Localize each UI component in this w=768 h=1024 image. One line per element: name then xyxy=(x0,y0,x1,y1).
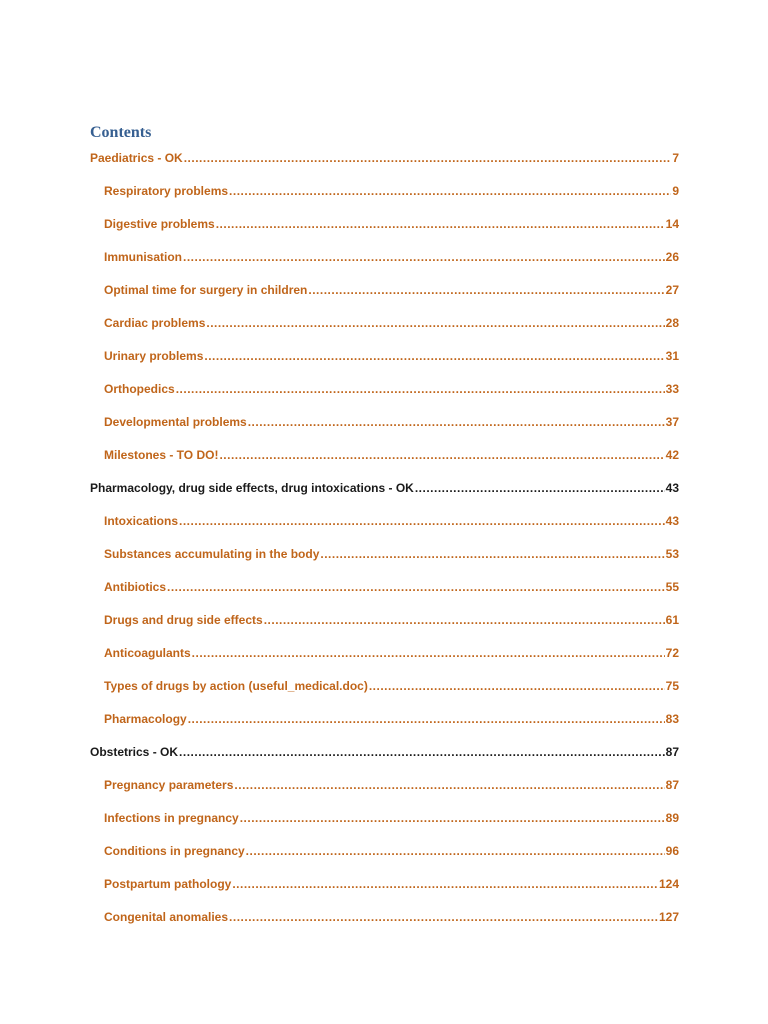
toc-entry-title: Paediatrics - OK xyxy=(90,151,183,165)
toc-entry-title: Obstetrics - OK xyxy=(90,745,179,759)
toc-entry-page-number: 31 xyxy=(665,349,679,363)
toc-entry-page-number: 87 xyxy=(665,778,679,792)
toc-entry[interactable] xyxy=(104,678,679,694)
toc-entry-page-number: 75 xyxy=(665,679,679,693)
toc-entry-page-number: 28 xyxy=(665,316,679,330)
toc-entry[interactable] xyxy=(104,843,679,859)
toc-entry-page-number: 124 xyxy=(658,877,679,891)
toc-entry[interactable] xyxy=(104,579,679,595)
toc-entry[interactable] xyxy=(104,711,679,727)
toc-entry-page-number: 96 xyxy=(665,844,679,858)
toc-heading: Contents xyxy=(90,124,152,141)
toc-entry-title: Pregnancy parameters xyxy=(104,778,234,792)
toc-entry-title: Milestones - TO DO! xyxy=(104,448,219,462)
toc-entry-title: Pharmacology, drug side effects, drug intoxications - OK xyxy=(90,481,414,495)
toc-entry-title: Congenital anomalies xyxy=(104,910,229,924)
dot-leader xyxy=(308,282,664,298)
dot-leader xyxy=(179,744,665,760)
toc-entry-title: Respiratory problems xyxy=(104,184,229,198)
dot-leader xyxy=(167,579,665,595)
toc-entry-title: Orthopedics xyxy=(104,382,175,396)
toc-entry-page-number: 55 xyxy=(665,580,679,594)
toc-entry-title: Types of drugs by action (useful_medical.doc) xyxy=(104,679,368,693)
toc-entry-page-number: 33 xyxy=(665,382,679,396)
dot-leader xyxy=(206,315,664,331)
toc-entry[interactable] xyxy=(104,546,679,562)
toc-entry-page-number: 53 xyxy=(665,547,679,561)
dot-leader xyxy=(188,711,665,727)
toc-entry[interactable] xyxy=(90,480,679,496)
dot-leader xyxy=(179,513,665,529)
toc-entry[interactable] xyxy=(104,612,679,628)
toc-entry[interactable] xyxy=(104,183,679,199)
toc-entry-page-number: 7 xyxy=(672,151,679,165)
dot-leader xyxy=(369,678,665,694)
toc-entry[interactable] xyxy=(90,150,679,166)
toc-entry-title: Conditions in pregnancy xyxy=(104,844,245,858)
toc-entry[interactable] xyxy=(104,447,679,463)
toc-entry-title: Digestive problems xyxy=(104,217,215,231)
toc-entry[interactable] xyxy=(104,249,679,265)
toc-entry[interactable] xyxy=(104,909,679,925)
dot-leader xyxy=(320,546,664,562)
dot-leader xyxy=(229,183,671,199)
dot-leader xyxy=(264,612,665,628)
toc-entry-page-number: 37 xyxy=(665,415,679,429)
toc-entry[interactable] xyxy=(104,216,679,232)
dot-leader xyxy=(248,414,665,430)
toc-entry-page-number: 9 xyxy=(672,184,679,198)
toc-entry-title: Postpartum pathology xyxy=(104,877,232,891)
toc-entry-title: Anticoagulants xyxy=(104,646,191,660)
dot-leader xyxy=(229,909,658,925)
toc-entry-page-number: 61 xyxy=(665,613,679,627)
toc-entry-title: Antibiotics xyxy=(104,580,166,594)
dot-leader xyxy=(204,348,664,364)
toc-entry[interactable] xyxy=(104,315,679,331)
dot-leader xyxy=(176,381,665,397)
toc-entry-title: Urinary problems xyxy=(104,349,204,363)
toc-entry[interactable] xyxy=(104,513,679,529)
toc-entry[interactable] xyxy=(104,645,679,661)
toc-entry-page-number: 83 xyxy=(665,712,679,726)
toc-entry-title: Immunisation xyxy=(104,250,183,264)
dot-leader xyxy=(183,249,665,265)
toc-entry-title: Substances accumulating in the body xyxy=(104,547,320,561)
toc-entry-page-number: 127 xyxy=(658,910,679,924)
toc-entry-page-number: 26 xyxy=(665,250,679,264)
toc-entry-title: Intoxications xyxy=(104,514,179,528)
toc-entry[interactable] xyxy=(104,348,679,364)
toc-entry-title: Drugs and drug side effects xyxy=(104,613,263,627)
toc-entry[interactable] xyxy=(104,381,679,397)
dot-leader xyxy=(240,810,665,826)
toc-entry-page-number: 42 xyxy=(665,448,679,462)
toc-entry-title: Infections in pregnancy xyxy=(104,811,239,825)
toc-entry[interactable] xyxy=(104,282,679,298)
toc-entry-page-number: 14 xyxy=(665,217,679,231)
toc-entry-page-number: 43 xyxy=(665,514,679,528)
toc-entry[interactable] xyxy=(104,876,679,892)
toc-entry-title: Optimal time for surgery in children xyxy=(104,283,308,297)
toc-entry-page-number: 72 xyxy=(665,646,679,660)
toc-entry-page-number: 27 xyxy=(665,283,679,297)
toc-entry[interactable] xyxy=(90,744,679,760)
dot-leader xyxy=(192,645,665,661)
toc-entry[interactable] xyxy=(104,777,679,793)
toc-entry-page-number: 89 xyxy=(665,811,679,825)
dot-leader xyxy=(232,876,658,892)
dot-leader xyxy=(184,150,672,166)
dot-leader xyxy=(246,843,665,859)
toc-entry-page-number: 43 xyxy=(665,481,679,495)
toc-entry[interactable] xyxy=(104,810,679,826)
toc-entry-page-number: 87 xyxy=(665,745,679,759)
toc-entry-title: Developmental problems xyxy=(104,415,247,429)
dot-leader xyxy=(216,216,665,232)
toc-entry-title: Cardiac problems xyxy=(104,316,206,330)
toc-entry-title: Pharmacology xyxy=(104,712,187,726)
dot-leader xyxy=(234,777,664,793)
toc-entry[interactable] xyxy=(104,414,679,430)
dot-leader xyxy=(219,447,664,463)
dot-leader xyxy=(415,480,665,496)
